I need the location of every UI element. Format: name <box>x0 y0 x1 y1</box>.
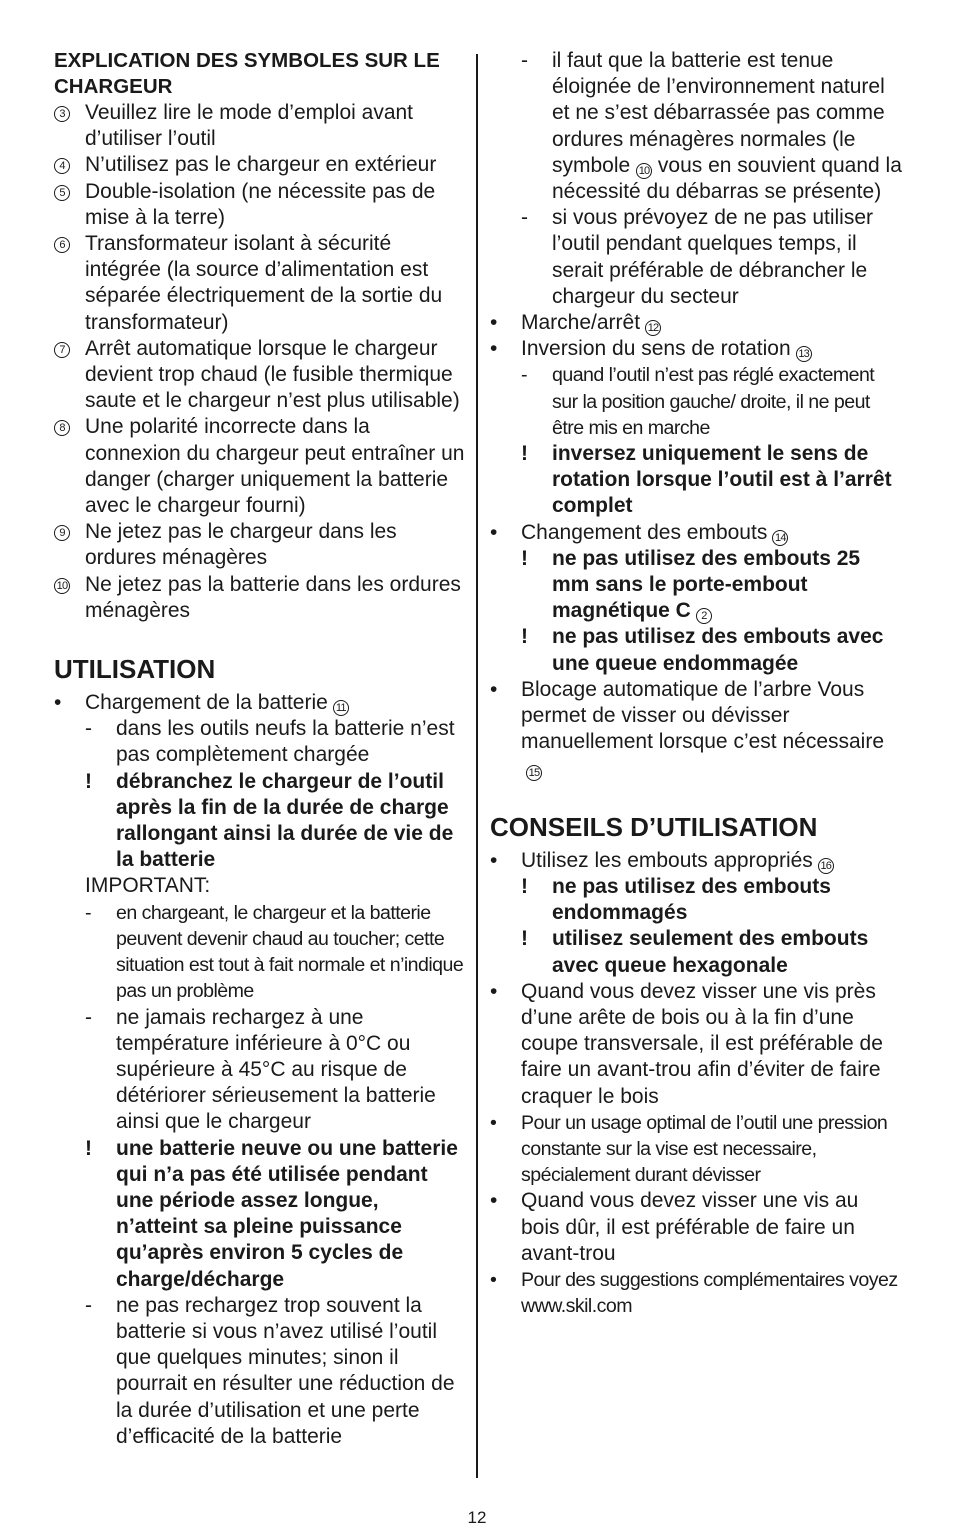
symbol-item-3: 3 Veuillez lire le mode d’emploi avant d’utiliser l’outil <box>54 100 466 152</box>
right-column <box>490 48 902 1319</box>
circled-number: 12 <box>645 320 661 336</box>
warning-item: ! ne pas utilisez des embouts endommagés <box>521 874 831 925</box>
warning-item: ! ne pas utilisez des embouts 25 mm sans le porte-embout magnétique C 2 <box>521 546 861 623</box>
bullet-item: • Blocage automatique de l’arbre Vous permet de visser ou dévisser manuellement lorsque c’est nécessaire15 <box>490 677 885 780</box>
bullet-item: • Pour un usage optimal de l’outil une pression constante sur la vise est necessaire, spécialement durant dévisser <box>490 1111 888 1187</box>
symbol-item-4: 4 N’utilisez pas le chargeur en extérieur <box>54 152 466 178</box>
circled-number: 10 <box>636 163 652 179</box>
dash-item: - si vous prévoyez de ne pas utiliser l’outil pendant quelques temps, il serait préférable de débrancher le chargeur du secteur <box>521 206 873 308</box>
dash-item: - quand l’outil n’est pas réglé exactement sur la position gauche/ droite, il ne peut être mis en marche <box>521 364 875 439</box>
warning-item: ! ne pas utilisez des embouts avec une queue endommagée <box>521 625 884 675</box>
symbol-item-8: 8 Une polarité incorrecte dans la connexion du chargeur peut entraîner un danger (charger uniquement la batterie avec le chargeur fourni) <box>54 414 466 519</box>
utilisation-heading: UTILISATION <box>54 654 216 685</box>
dash-item: - ne pas rechargez trop souvent la batterie si vous n’avez utilisé l’outil que quelques minutes; sinon il pourrait en résulter une réduction de la durée d’utilisation et une perte d’efficacité de la batterie <box>85 1293 455 1448</box>
bullet-item: • Changement des embouts 14 <box>490 520 902 546</box>
circled-number: 16 <box>818 858 834 874</box>
symbols-section-title: EXPLICATION DES SYMBOLES SUR LE CHARGEUR <box>54 49 440 98</box>
circled-number: 10 <box>54 578 70 594</box>
warning-item: ! inversez uniquement le sens de rotation lorsque l’outil est à l’arrêt complet <box>521 442 892 518</box>
circled-number: 9 <box>54 525 70 541</box>
important-label: IMPORTANT: <box>85 874 211 898</box>
circled-number: 3 <box>54 106 70 122</box>
dash-item: - en chargeant, le chargeur et la batterie peuvent devenir chaud au toucher; cette situation est tout à fait normale et n’indique pas un problème <box>85 901 464 1003</box>
symbol-item-7: 7 Arrêt automatique lorsque le chargeur devient trop chaud (le fusible thermique saute et le chargeur n’est plus utilisable) <box>54 336 466 415</box>
circled-number: 15 <box>526 765 542 781</box>
bullet-item: • Inversion du sens de rotation 13 <box>490 336 902 362</box>
page-number: 12 <box>467 1508 487 1527</box>
dash-item: - dans les outils neufs la batterie n’est pas complètement chargée <box>85 717 455 767</box>
symbol-item-10: 10 Ne jetez pas la batterie dans les ordures ménagères <box>54 572 466 624</box>
symbol-item-5: 5 Double-isolation (ne nécessite pas de mise à la terre) <box>54 179 466 231</box>
circled-number: 11 <box>333 700 349 716</box>
circled-number: 7 <box>54 342 70 358</box>
circled-number: 8 <box>54 420 70 436</box>
bullet-item: • Utilisez les embouts appropriés 16 <box>490 848 902 874</box>
warning-item: ! utilisez seulement des embouts avec queue hexagonale <box>521 927 869 977</box>
bullet-item: • Pour des suggestions complémentaires voyez www.skil.com <box>490 1268 898 1318</box>
circled-number: 6 <box>54 237 70 253</box>
circled-number: 4 <box>54 158 70 174</box>
circled-number: 5 <box>54 185 70 201</box>
bullet-item: • Chargement de la batterie 11 <box>54 690 466 716</box>
bullet-item: • Marche/arrêt 12 <box>490 310 902 336</box>
dash-item: - il faut que la batterie est tenue éloignée de l’environnement naturel et ne s’est débarrassée pas comme ordures ménagères normales (le symbole 10 vous en souvient quand la nécessité du débarras se présente) <box>521 49 902 204</box>
symbol-item-6: 6 Transformateur isolant à sécurité intégrée (la source d’alimentation est séparée électriquement de la sortie du transformateur) <box>54 231 466 336</box>
bullet-item: • Quand vous devez visser une vis près d’une arête de bois ou à la fin d’une coupe transversale, il est préférable de faire un avant-trou afin d’éviter de faire craquer le bois <box>490 979 883 1108</box>
column-divider <box>476 54 478 1478</box>
circled-number: 14 <box>772 530 788 546</box>
bullet-item: • Quand vous devez visser une vis au bois dûr, il est préférable de faire un avant-trou <box>490 1189 859 1265</box>
circled-number: 13 <box>796 346 812 362</box>
conseils-heading: CONSEILS D’UTILISATION <box>490 811 818 842</box>
warning-item: ! débranchez le chargeur de l’outil après la fin de la durée de charge rallongant ainsi la durée de vie de la batterie <box>85 769 454 872</box>
circled-number: 2 <box>696 608 712 624</box>
dash-item: - ne jamais rechargez à une température inférieure à 0°C ou supérieure à 45°C au risque de détériorer sérieusement la batterie ainsi que le chargeur <box>85 1005 436 1134</box>
left-column <box>54 48 466 1450</box>
symbol-item-9: 9 Ne jetez pas le chargeur dans les ordures ménagères <box>54 519 466 571</box>
warning-item: ! une batterie neuve ou une batterie qui n’a pas été utilisée pendant une période assez longue, n’atteint sa pleine puissance qu’après environ 5 cycles de charge/décharge <box>85 1136 458 1291</box>
